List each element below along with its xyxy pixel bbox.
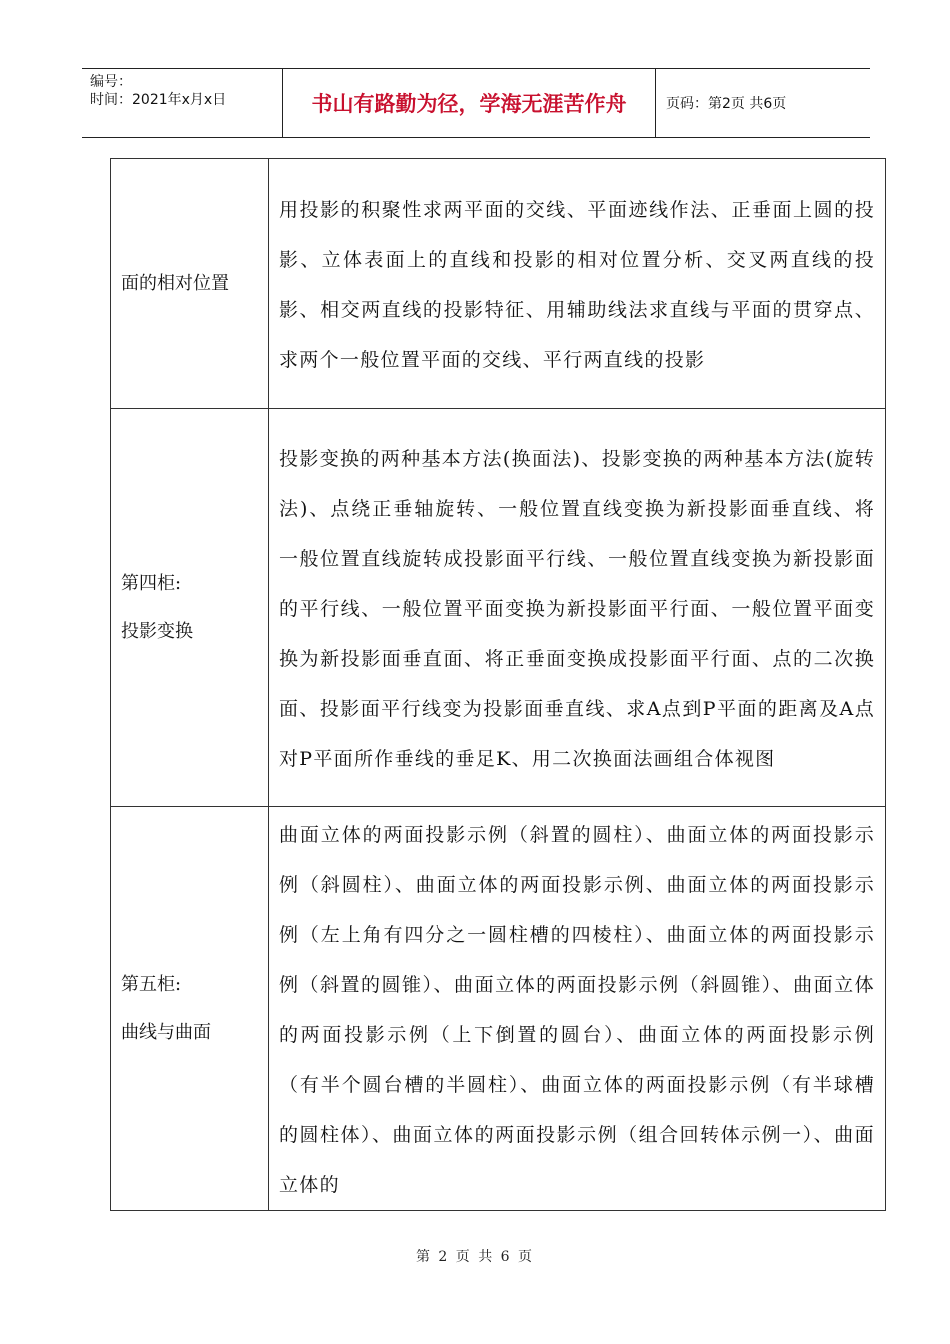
row-label (111, 807, 269, 1211)
row-content: 投影变换的两种基本方法(换面法)、投影变换的两种基本方法(旋转法)、点绕正垂轴旋转、一般位置直线变换为新投影面垂直线、将一般位置直线旋转成投影面平行线、一般位置直线变换为新投影面的平行线、一般位置平面变换为新投影面平行面、一般位置平面变换为新投影面垂直面、将正垂面变换成投影面平行面、点的二次换面、投影面平行线变为投影面垂直线、求A点到P平面的距离及A点对P平面所作垂线的垂足K、用二次换面法画组合体视图 (269, 409, 886, 807)
header-motto: 书山有路勤为径，学海无涯苦作舟 (283, 69, 656, 137)
row-label-line1: 面的相对位置 (121, 272, 229, 294)
document-time-label: 时间：2021年x月x日 (90, 92, 227, 108)
row-label (111, 409, 269, 807)
table-row (111, 159, 886, 409)
row-content: 曲面立体的两面投影示例（斜置的圆柱）、曲面立体的两面投影示例（斜圆柱）、曲面立体的两面投影示例、曲面立体的两面投影示例（左上角有四分之一圆柱槽的四棱柱）、曲面立体的两面投影示例（斜置的圆锥）、曲面立体的两面投影示例（斜圆锥）、曲面立体的两面投影示例（上下倒置的圆台）、曲面立体的两面投影示例（有半个圆台槽的半圆柱）、曲面立体的两面投影示例（有半球槽的圆柱体）、曲面立体的两面投影示例（组合回转体示例一）、曲面立体的 (269, 807, 886, 1211)
row-label (111, 159, 269, 409)
row-label-line1: 第五柜: (121, 973, 182, 995)
header-page-info: 页码：第2页 共6页 (666, 96, 787, 112)
row-label-line2: 投影变换 (121, 620, 193, 642)
row-label-line1: 第四柜: (121, 572, 182, 594)
document-number-label: 编号： (90, 74, 132, 90)
page-header (82, 68, 870, 138)
row-label-line2: 曲线与曲面 (121, 1021, 211, 1043)
exhibit-table (110, 158, 886, 1211)
table-row (111, 807, 886, 1211)
row-content: 用投影的积聚性求两平面的交线、平面迹线作法、正垂面上圆的投影、立体表面上的直线和投影的相对位置分析、交叉两直线的投影、相交两直线的投影特征、用辅助线法求直线与平面的贯穿点、求两个一般位置平面的交线、平行两直线的投影 (269, 159, 886, 409)
page-footer: 第 2 页 共 6 页 (415, 1249, 535, 1265)
table-row (111, 409, 886, 807)
header-meta (82, 69, 283, 137)
